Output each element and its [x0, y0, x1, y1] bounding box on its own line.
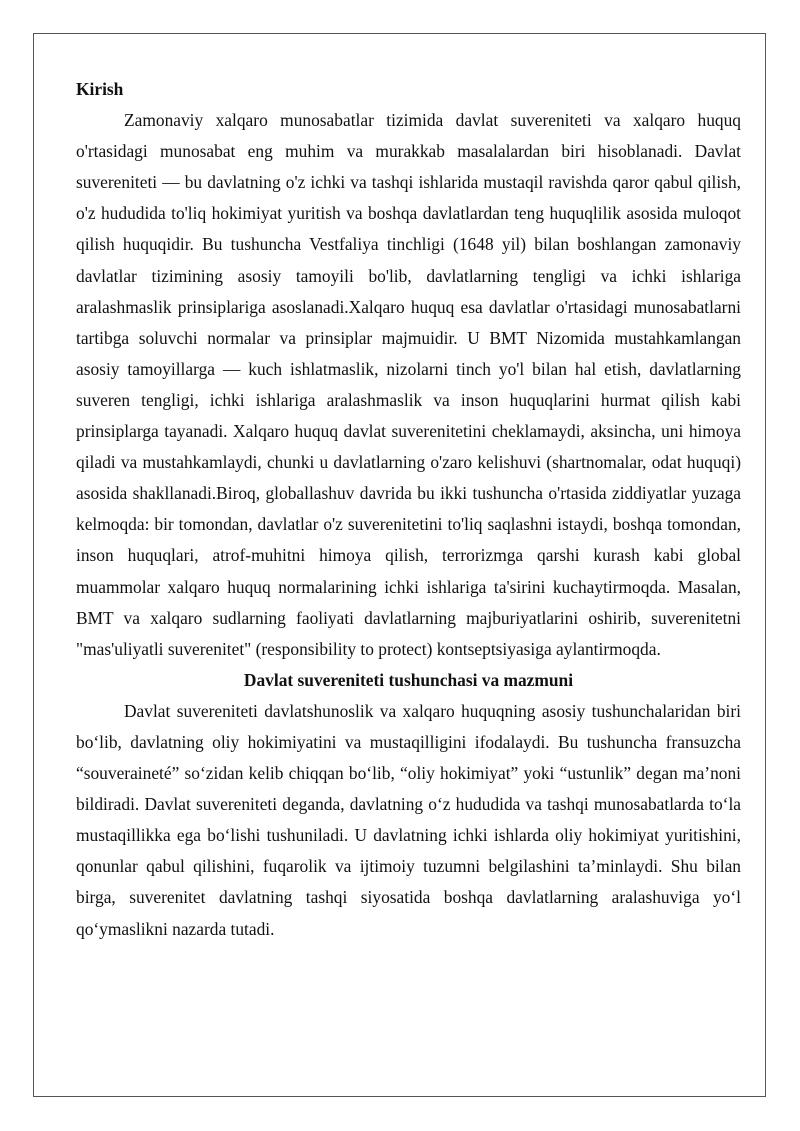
intro-paragraph: Zamonaviy xalqaro munosabatlar tizimida davlat suvereniteti va xalqaro huquq o'rtasidagi munosabat eng muhim va murakkab masalalardan biri hisoblanadi. Davlat suvereniteti — bu davlatning o'z ichki va tashqi ishlarida mustaqil ravishda qaror qabul qilish, o'z hududida to'liq hokimiyat yuritish va boshqa davlatlardan teng huquqlilik asosida muloqot qilish huquqidir. Bu tushuncha Vestfaliya tinchligi (1648 yil) bilan boshlangan zamonaviy davlatlar tizimining asosiy tamoyili bo'lib, davlatlarning tengligi va ichki ishlariga aralashmaslik prinsiplariga asoslanadi.Xalqaro huquq esa davlatlar o'rtasidagi munosabatlarni tartibga soluvchi normalar va prinsiplar majmuidir. U BMT Nizomida mustahkamlangan asosiy tamoyillarga — kuch ishlatmaslik, nizolarni tinch yo'l bilan hal etish, davlatlarning suveren tengligi, ichki ishlariga aralashmaslik va inson huquqlarini hurmat qilish kabi prinsiplarga tayanadi. Xalqaro huquq davlat suverenitetini cheklamaydi, aksincha, uni himoya qiladi va mustahkamlaydi, chunki u davlatlarning o'zaro kelishuvi (shartnomalar, odat huquqi) asosida shakllanadi.Biroq, globallashuv davrida bu ikki tushuncha o'rtasida ziddiyatlar yuzaga kelmoqda: bir tomondan, davlatlar o'z suverenitetini to'liq saqlashni istaydi, boshqa tomondan, inson huquqlari, atrof-muhitni himoya qilish, terrorizmga qarshi kurash kabi global muammolar xalqaro huquq normalarining ichki ishlariga ta'sirini kuchaytirmoqda. Masalan, BMT va xalqaro sudlarning faoliyati davlatlarning majburiyatlarini oshirib, suverenitetni "mas'uliyatli suverenitet" (responsibility to protect) kontseptsiyasiga aylantirmoqda. — [76, 110, 741, 659]
document-body — [76, 74, 741, 945]
intro-heading: Kirish — [76, 79, 124, 99]
section-paragraph: Davlat suvereniteti davlatshunoslik va xalqaro huquqning asosiy tushunchalaridan biri bo‘lib, davlatning oliy hokimiyatini va mustaqilligini ifodalaydi. Bu tushuncha fransuzcha “souveraineté” so‘zidan kelib chiqqan bo‘lib, “oliy hokimiyat” yoki “ustunlik” degan ma’noni bildiradi. Davlat suvereniteti deganda, davlatning o‘z hududida va tashqi munosabatlarda to‘la mustaqillikka ega bo‘lishi tushuniladi. U davlatning ichki ishlarda oliy hokimiyat yuritishini, qonunlar qabul qilishini, fuqarolik va ijtimoiy tuzumni belgilashini ta’minlaydi. Shu bilan birga, suverenitet davlatning tashqi siyosatida boshqa davlatlarning aralashuviga yo‘l qo‘ymaslikni nazarda tutadi. — [76, 700, 741, 939]
section-heading: Davlat suvereniteti tushunchasi va mazmuni — [243, 669, 574, 690]
